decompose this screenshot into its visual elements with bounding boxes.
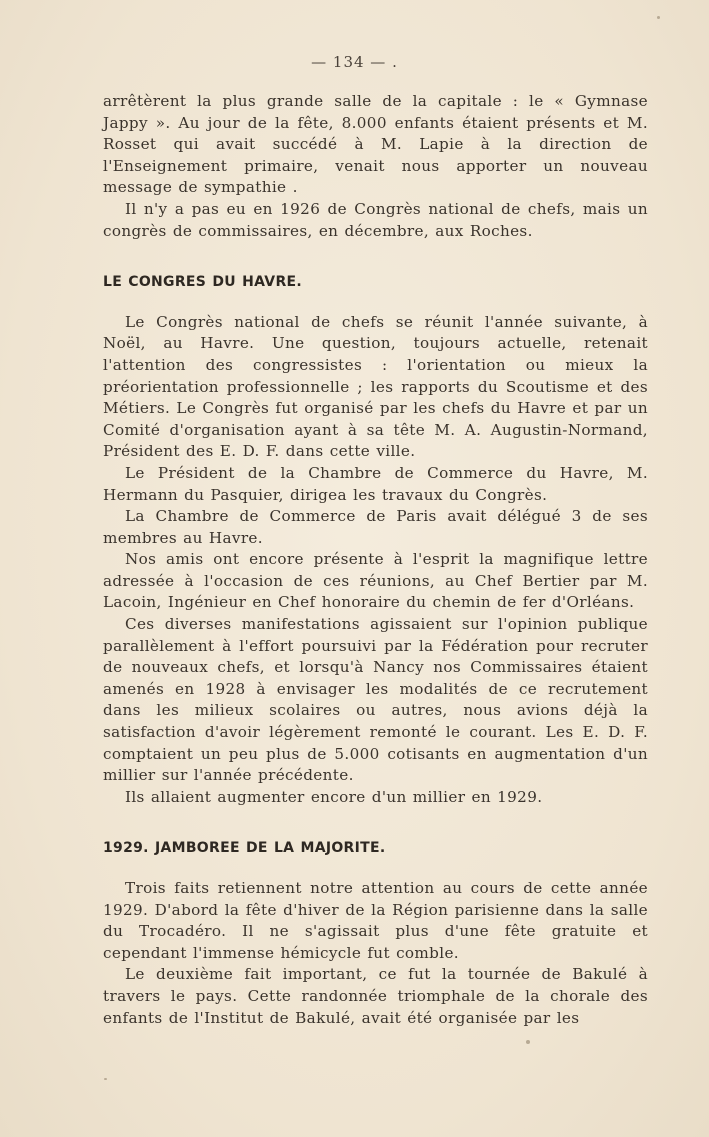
paragraph: Nos amis ont encore présente à l'esprit la magnifique lettre adressée à l'occasion de ces réunions, au Chef Bertier par M. Lacoin, Ingénieur en Chef honoraire du chemin de fer d'Orléans. — [103, 550, 648, 612]
paper-speck — [526, 1040, 530, 1044]
paragraph: La Chambre de Commerce de Paris avait délégué 3 de ses membres au Havre. — [103, 507, 648, 547]
section-heading: LE CONGRES DU HAVRE. — [103, 274, 303, 291]
paragraph: arrêtèrent la plus grande salle de la capitale : le « Gymnase Jappy ». Au jour de la fête, 8.000 enfants étaient présents et M. Rosset qui avait succédé à M. Lapie à la direction de l'Enseignement primaire, venait nous apporter un nouveau message de sympathie . — [103, 92, 648, 197]
section-heading: 1929. JAMBOREE DE LA MAJORITE. — [103, 840, 386, 857]
paragraph: Trois faits retiennent notre attention au cours de cette année 1929. D'abord la fête d'hiver de la Région parisienne dans la salle du Trocadéro. Il ne s'agissait plus d'une fête gratuite et cependant l'immense hémicycle fut comble. — [103, 879, 648, 962]
paper-speck — [104, 1078, 107, 1080]
paragraph: Le Président de la Chambre de Commerce du Havre, M. Hermann du Pasquier, dirigea les travaux du Congrès. — [103, 463, 648, 504]
paper-speck — [657, 16, 660, 19]
paragraph: Ils allaient augmenter encore d'un millier en 1929. — [125, 787, 543, 806]
paragraph: Le deuxième fait important, ce fut la tournée de Bakulé à travers le pays. Cette randonnée triomphale de la chorale des enfants de l'Institut de Bakulé, avait été organisée par les — [103, 965, 648, 1027]
paragraph: Ces diverses manifestations agissaient sur l'opinion publique parallèlement à l'effort poursuivi par la Fédération pour recruter de nouveaux chefs, et lorsqu'à Nancy nos Commissaires étaient amenés en 1928 à envisager les modalités de ce recrutement dans les milieux scolaires ou autres, nous avions déjà la satisfaction d'avoir légèrement remonté le courant. Les E. D. F. comptaient un peu plus de 5.000 cotisants en augmentation d'un millier sur l'année précédente. — [103, 615, 648, 785]
page-body — [103, 91, 648, 1029]
paragraph: Le Congrès national de chefs se réunit l'année suivante, à Noël, au Havre. Une question, toujours actuelle, retenait l'attention des congressistes : l'orientation ou mieux la préorientation professionnelle ; les rapports du Scoutisme et des Métiers. Le Congrès fut organisé par les chefs du Havre et par un Comité d'organisation ayant à sa tête M. A. Augustin-Normand, Président des E. D. F. dans cette ville. — [103, 312, 648, 461]
paragraph: Il n'y a pas eu en 1926 de Congrès national de chefs, mais un congrès de commissaires, en décembre, aux Roches. — [103, 199, 648, 240]
page-number: — 134 — . — [311, 53, 398, 71]
